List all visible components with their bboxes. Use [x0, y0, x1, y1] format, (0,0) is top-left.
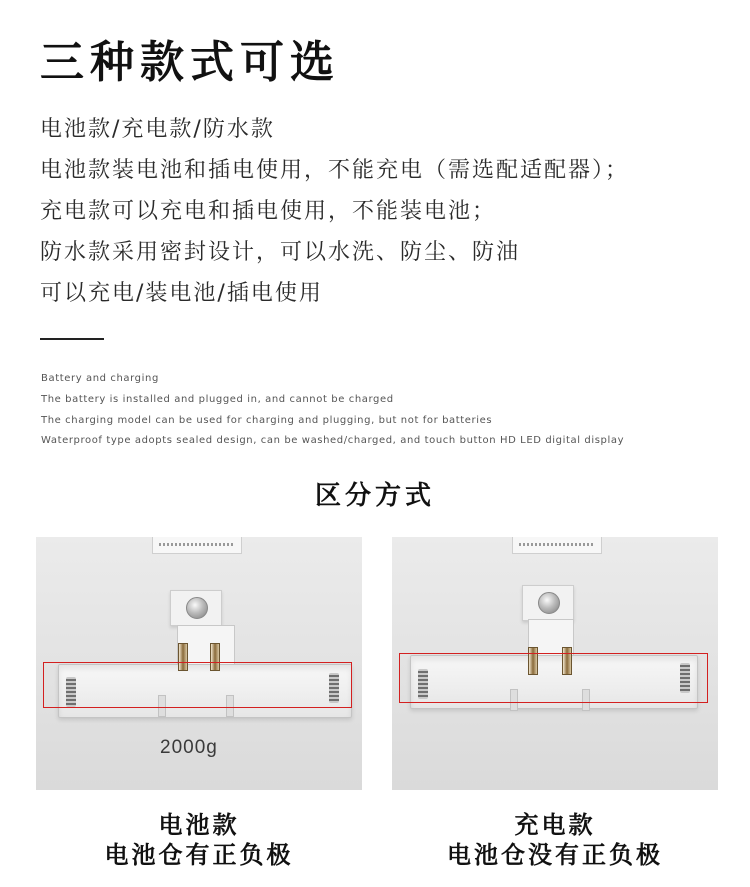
english-line-2: The battery is installed and plugged in, and cannot be charged [41, 394, 394, 405]
product-label-sticker [512, 537, 602, 554]
charging-model-caption-title: 充电款 [514, 811, 596, 839]
capacity-label: 2000g [160, 737, 218, 758]
english-line-3: The charging model can be used for charging and plugging, but not for batteries [41, 415, 493, 426]
description-line-4: 防水款采用密封设计，可以水洗、防尘、防油 [40, 240, 521, 265]
page-title: 三种款式可选 [40, 37, 340, 88]
battery-model-photo [36, 537, 362, 790]
battery-model-caption-desc: 电池仓有正负极 [104, 841, 294, 869]
highlight-box [43, 662, 352, 708]
screw-icon [186, 597, 208, 619]
english-line-1: Battery and charging [41, 373, 159, 384]
charging-model-caption-desc: 电池仓没有正负极 [447, 841, 663, 869]
screw-housing [170, 590, 222, 626]
description-line-3: 充电款可以充电和插电使用，不能装电池； [40, 199, 497, 224]
highlight-box [399, 653, 708, 703]
description-line-5: 可以充电/装电池/插电使用 [40, 281, 323, 306]
screw-housing [522, 585, 574, 621]
battery-model-caption-title: 电池款 [158, 811, 240, 839]
screw-icon [538, 592, 560, 614]
product-label-sticker [152, 537, 242, 554]
comparison-title: 区分方式 [314, 481, 435, 511]
description-line-2: 电池款装电池和插电使用，不能充电（需选配适配器）； [40, 158, 630, 183]
english-line-4: Waterproof type adopts sealed design, can be washed/charged, and touch button HD LED digital display [41, 435, 625, 446]
section-divider [40, 338, 104, 340]
charging-model-photo [392, 537, 718, 790]
description-line-1: 电池款/充电款/防水款 [40, 117, 275, 142]
